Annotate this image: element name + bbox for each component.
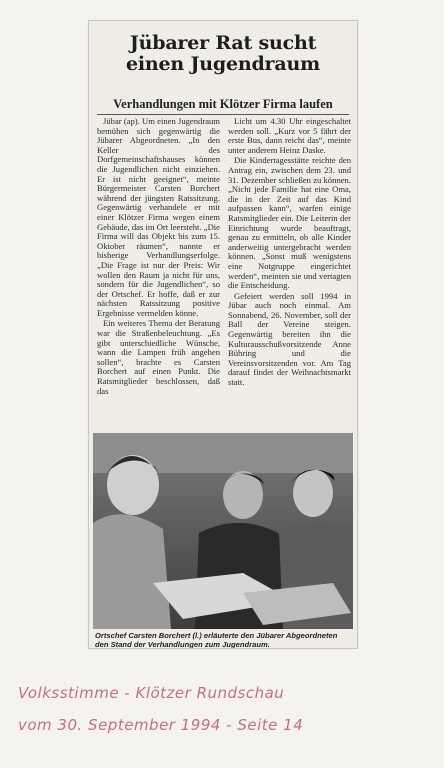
headline [89,33,357,75]
headline-line-2: einen Jugendraum [126,53,320,75]
divider [97,114,349,115]
paragraph: Jübar (ap). Um einen Jugendraum bemühen sich gegenwärtig die Jübarer Abgeordneten. „In den Keller des Dorfgemeinschaftshauses können die Jugendlichen nicht einziehen. Er ist nicht geeignet“, meinte Bürgermeister Carsten Borchert während der jüngsten Ratssitzung. Gegenwärtig verhandele er mit einer Klötzer Firma wegen einem Gebäude, das im Ort leersteht. „Die Firma will das Objekt bis zum 15. Oktober räumen“, nannte er bisherige Verhandlungserfolge. „Die Frage ist nur der Preis: Wir wollen den Raum ja nicht für uns, sondern für die Jugendlichen“, so der Ortschef. Er hoffe, daß er zur nächsten Ratssitzung positive Ergebnisse vermelden könne. [97,117,220,318]
handwritten-source: Volksstimme - Klötzer Rundschau [18,684,285,702]
paragraph: Die Kindertagesstätte reichte den Antrag ein, zwischen dem 23. und 31. Dezember schließen zu können. „Nicht jede Familie hat eine Oma, die in der Zeit auf das Kind aufpassen kann“, warfen einige Ratsmitglieder ein. Die Leiterin der Einrichtung wurde beauftragt, genau zu ermitteln, ob alle Kinder anderweitig untergebracht werden können. „Sonst muß wenigstens eine Notgruppe eingerichtet werden“, meinten sie und vertagten die Entscheidung. [228,155,351,291]
subheadline: Verhandlungen mit Klötzer Firma laufen [113,97,333,111]
newspaper-clipping [88,20,358,649]
handwritten-date: vom 30. September 1994 - Seite 14 [18,716,304,734]
paragraph: Ein weiteres Thema der Beratung war die Straßenbeleuchtung. „Es gibt unterschiedliche Wünsche, wann die Lampen früh angehen sollen“, brachte es Carsten Borchert auf einen Punkt. Die Ratsmitglieder beschlossen, daß das [97,318,220,396]
article-columns [97,117,351,433]
paragraph: Licht um 4.30 Uhr eingeschaltet werden soll. „Kurz vor 5 fährt der erste Bus, dann reicht das“, meinte unter anderem Heinz Daske. [228,117,351,155]
newspaper-photo [93,433,353,629]
photo-caption: Ortschef Carsten Borchert (l.) erläuterte den Jübarer Abgeordneten den Stand der Verhandlungen zum Jugendraum. [95,631,338,649]
column-left [97,117,220,433]
paragraph: Gefeiert werden soll 1994 in Jübar auch noch einmal. Am Sonnabend, 26. November, soll der Ball der Vereine steigen. Gegenwärtig bereiten ihn die Kulturausschußvorsitzende Anne Bühring und die Vereinsvorsitzenden vor. Am Tag darauf findet der Weihnachtsmarkt statt. [228,290,351,388]
headline-line-1: Jübarer Rat sucht [129,32,317,54]
photo-image [93,433,353,629]
column-right [228,117,351,433]
